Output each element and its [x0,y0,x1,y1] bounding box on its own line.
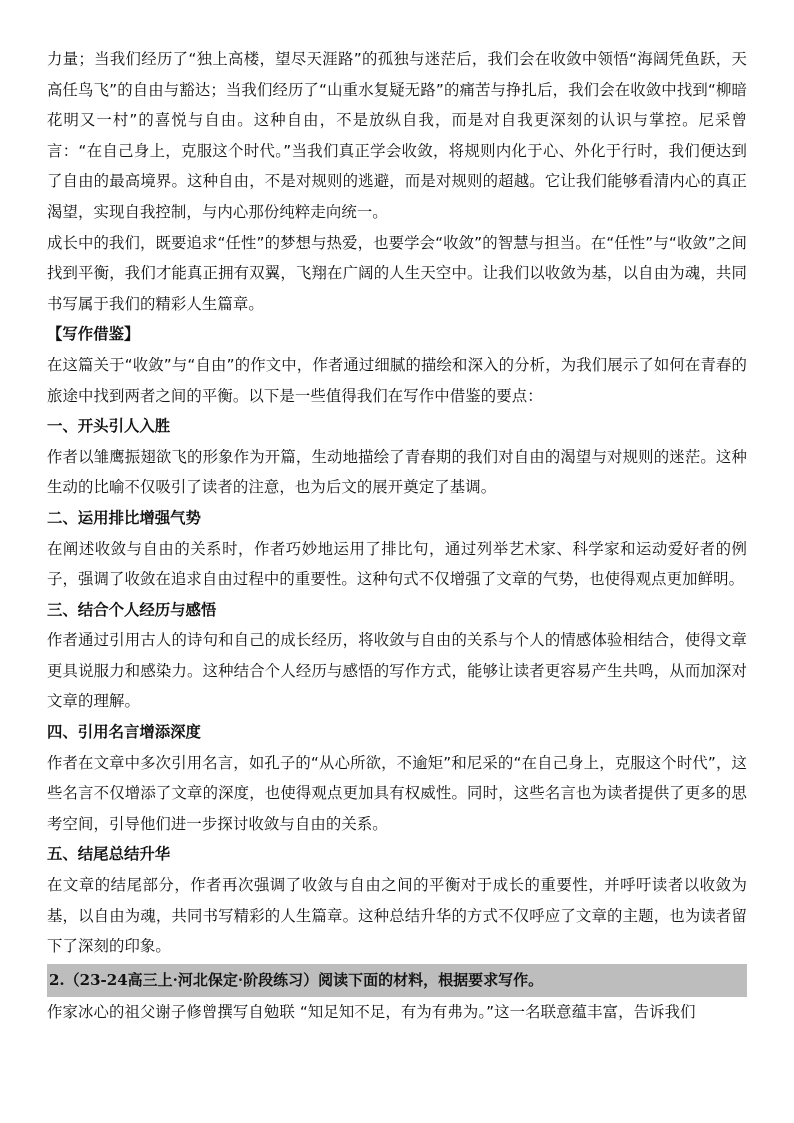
section-intro: 在这篇关于“收敛”与“自由”的作文中，作者通过细腻的描绘和深入的分析，为我们展示了如何在青春的旅途中找到两者之间的平衡。以下是一些值得我们在写作中借鉴的要点： [47,355,747,405]
question-header-bar: 2.（23-24高三上·河北保定·阶段练习）阅读下面的材料，根据要求写作。 [47,964,747,997]
section-title: 【写作借鉴】 [47,325,140,344]
point-heading-3: 三、结合个人经历与感悟 [47,600,217,619]
point-text-2: 在阐述收敛与自由的关系时，作者巧妙地运用了排比句，通过列举艺术家、科学家和运动爱好者的例子，强调了收敛在追求自由过程中的重要性。这种句式不仅增强了文章的气势，也使得观点更加鲜明。 [47,539,747,589]
point-text-1: 作者以雏鹰振翅欲飞的形象作为开篇，生动地描绘了青春期的我们对自由的渴望与对规则的迷茫。这种生动的比喻不仅吸引了读者的注意，也为后文的展开奠定了基调。 [47,447,747,497]
question-material-text: 作家冰心的祖父谢子修曾撰写自勉联 “知足知不足，有为有弗为。”这一名联意蕴丰富，告诉我们 [47,1002,696,1021]
document-page [47,44,747,1027]
point-heading-2: 二、运用排比增强气势 [47,508,201,527]
essay-paragraph-2: 成长中的我们，既要追求“任性”的梦想与热爱，也要学会“收敛”的智慧与担当。在“任性”与“收敛”之间找到平衡，我们才能真正拥有双翼，飞翔在广阔的人生天空中。让我们以收敛为基，以自由为魂，共同书写属于我们的精彩人生篇章。 [47,233,747,313]
point-heading-5: 五、结尾总结升华 [47,845,171,864]
point-heading-1: 一、开头引人入胜 [47,417,171,436]
point-text-3: 作者通过引用古人的诗句和自己的成长经历，将收敛与自由的关系与个人的情感体验相结合，使得文章更具说服力和感染力。这种结合个人经历与感悟的写作方式，能够让读者更容易产生共鸣，从而加深对文章的理解。 [47,631,747,711]
point-text-5: 在文章的结尾部分，作者再次强调了收敛与自由之间的平衡对于成长的重要性，并呼吁读者以收敛为基，以自由为魂，共同书写精彩的人生篇章。这种总结升华的方式不仅呼应了文章的主题，也为读者留下了深刻的印象。 [47,876,747,956]
point-text-4: 作者在文章中多次引用名言，如孔子的“从心所欲，不逾矩”和尼采的“在自己身上，克服这个时代”，这些名言不仅增添了文章的深度，也使得观点更加具有权威性。同时，这些名言也为读者提供了更多的思考空间，引导他们进一步探讨收敛与自由的关系。 [47,753,747,833]
essay-paragraph-1: 力量；当我们经历了“独上高楼，望尽天涯路”的孤独与迷茫后，我们会在收敛中领悟“海阔凭鱼跃，天高任鸟飞”的自由与豁达；当我们经历了“山重水复疑无路”的痛苦与挣扎后，我们会在收敛中找到“柳暗花明又一村”的喜悦与自由。这种自由，不是放纵自我，而是对自我更深刻的认识与掌控。尼采曾言：“在自己身上，克服这个时代。”当我们真正学会收敛，将规则内化于心、外化于行时，我们便达到了自由的最高境界。这种自由，不是对规则的逃避，而是对规则的超越。它让我们能够看清内心的真正渴望，实现自我控制，与内心那份纯粹走向统一。 [47,50,747,221]
point-heading-4: 四、引用名言增添深度 [47,723,201,742]
